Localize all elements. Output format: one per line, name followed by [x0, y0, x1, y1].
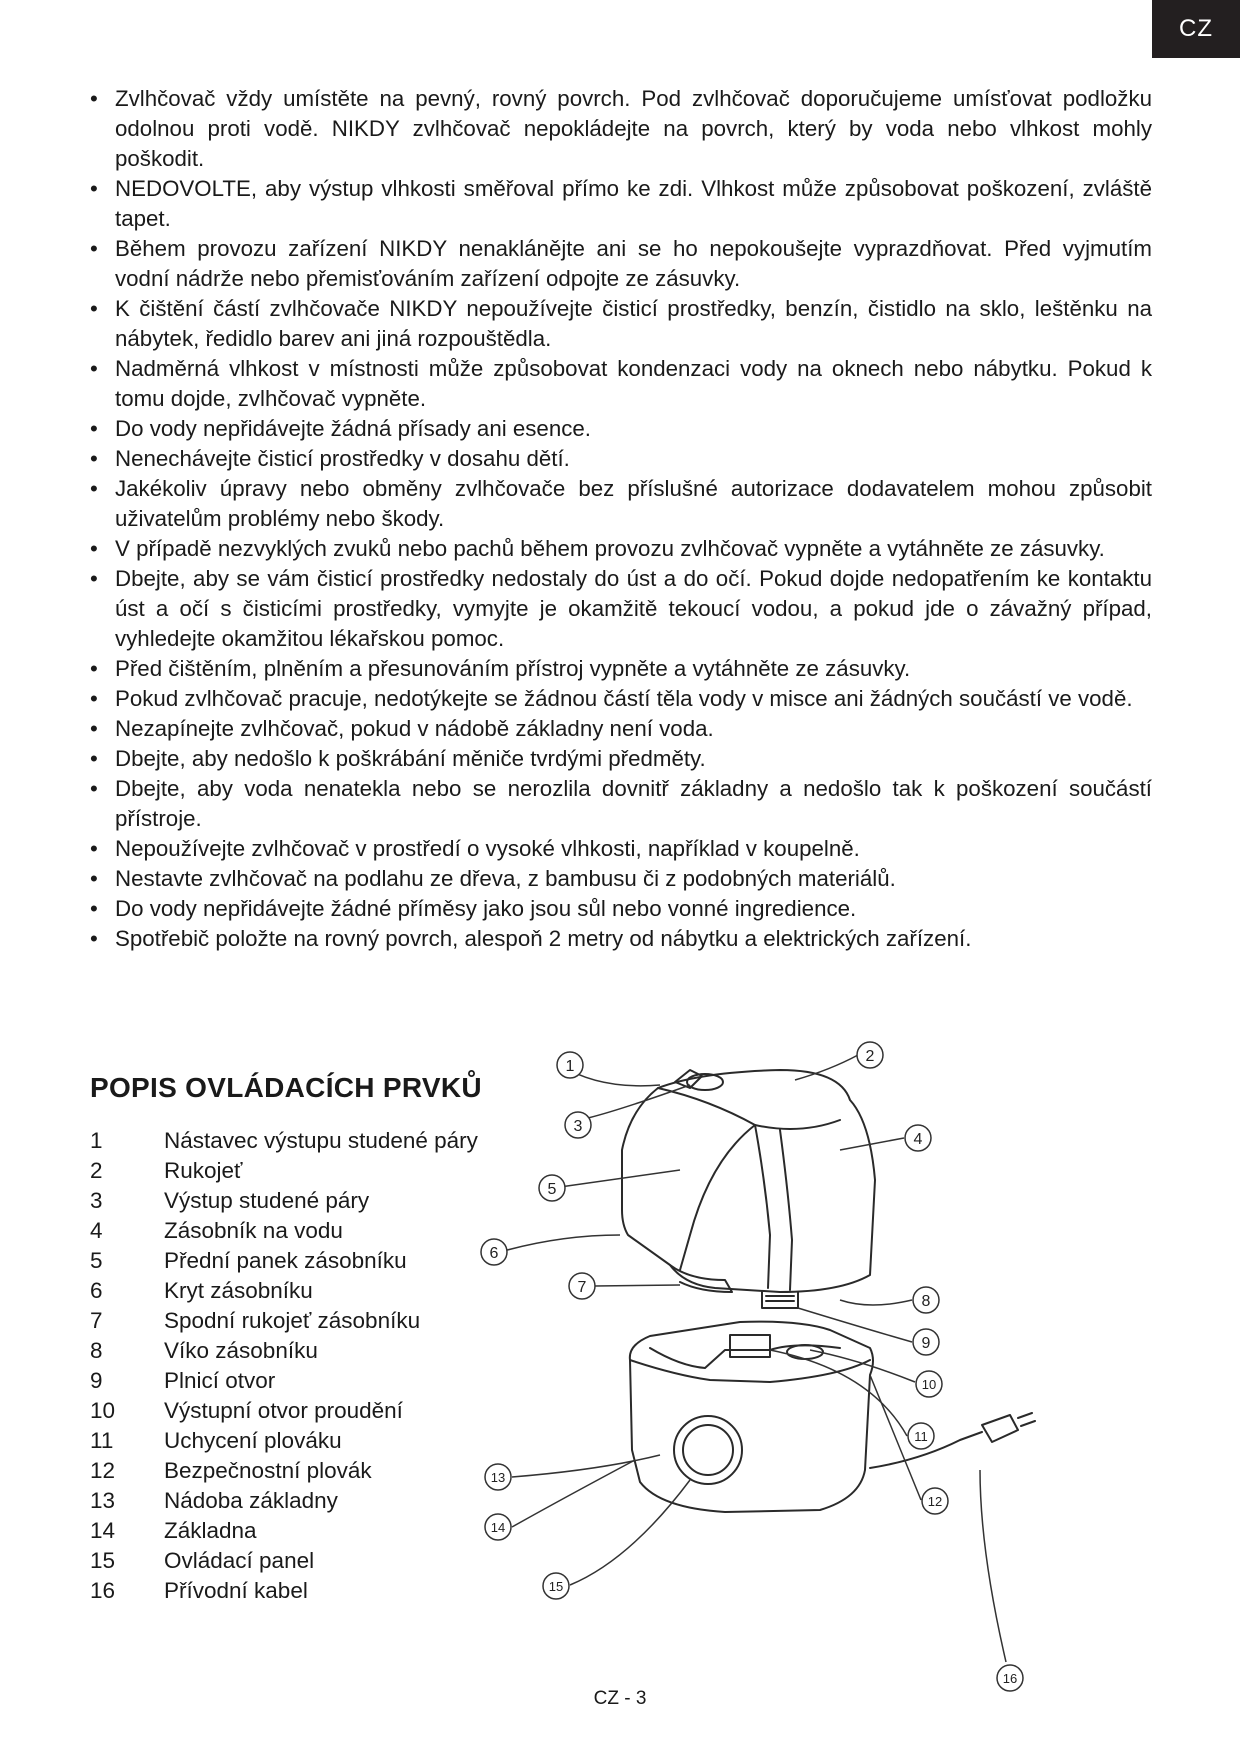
leader-line — [770, 1350, 907, 1436]
item-number: 7 — [90, 1308, 103, 1333]
list-item: • Zvlhčovač vždy umístěte na pevný, rovný povrch. Pod zvlhčovač doporučujeme umísťovat podložku odolnou proti vodě. NIKDY zvlhčovač nepokládejte na povrch, který by voda nebo vlhkost mohly poškodit. — [90, 84, 1152, 174]
callout-14 — [485, 1514, 511, 1540]
svg-text:13: 13 — [490, 1470, 506, 1485]
list-item — [90, 1306, 478, 1336]
list-item — [90, 1276, 478, 1306]
float-housing — [730, 1335, 770, 1357]
list-item — [90, 1456, 478, 1486]
control-panel-dial — [674, 1416, 742, 1484]
svg-text:1: 1 — [565, 1058, 575, 1075]
svg-text:5: 5 — [547, 1181, 557, 1198]
callout-10 — [916, 1371, 942, 1397]
list-item — [90, 1336, 478, 1366]
list-item: • Nadměrná vlhkost v místnosti může způsobovat kondenzaci vody na oknech nebo nábytku. Pokud k tomu dojde, zvlhčovač vypněte. — [90, 354, 1152, 414]
list-item: • Do vody nepřidávejte žádná přísady ani esence. — [90, 414, 1152, 444]
item-label: Uchycení plováku — [164, 1428, 342, 1453]
item-label: Ovládací panel — [164, 1548, 315, 1573]
item-number: 13 — [90, 1488, 116, 1513]
tank-cap — [762, 1292, 798, 1308]
item-label: Víko zásobníku — [164, 1338, 318, 1363]
list-item — [90, 1396, 478, 1426]
control-panel-ring — [683, 1425, 733, 1475]
item-number: 5 — [90, 1248, 103, 1273]
svg-text:12: 12 — [927, 1494, 943, 1509]
list-item: • Během provozu zařízení NIKDY nenaklánějte ani se ho nepokoušejte vyprazdňovat. Před vyjmutím vodní nádrže nebo přemisťováním zařízení odpojte ze zásuvky. — [90, 234, 1152, 294]
item-label: Nástavec výstupu studené páry — [164, 1128, 478, 1153]
item-number: 4 — [90, 1218, 103, 1243]
svg-text:2: 2 — [865, 1048, 875, 1065]
item-number: 1 — [90, 1128, 103, 1153]
item-number: 6 — [90, 1278, 103, 1303]
list-item: • Do vody nepřidávejte žádné příměsy jako jsou sůl nebo vonné ingredience. — [90, 894, 1152, 924]
item-number: 16 — [90, 1578, 116, 1603]
list-item — [90, 1126, 478, 1156]
list-item: • Pokud zvlhčovač pracuje, nedotýkejte se žádnou částí těla vody v misce ani žádných součástí ve vodě. — [90, 684, 1152, 714]
svg-text:11: 11 — [914, 1429, 928, 1444]
list-item: • Dbejte, aby voda nenatekla nebo se nerozlila dovnitř základny a nedošlo tak k poškození součástí přístroje. — [90, 774, 1152, 834]
list-item: • Nezapínejte zvlhčovač, pokud v nádobě základny není voda. — [90, 714, 1152, 744]
leader-line — [840, 1300, 912, 1305]
item-label: Přívodní kabel — [164, 1578, 308, 1603]
list-item — [90, 1246, 478, 1276]
list-item: • Jakékoliv úpravy nebo obměny zvlhčovače bez příslušné autorizace dodavatelem mohou způsobit uživatelům problémy nebo škody. — [90, 474, 1152, 534]
callout-11 — [908, 1423, 934, 1449]
svg-text:9: 9 — [921, 1335, 931, 1352]
item-label: Výstupní otvor proudění — [164, 1398, 403, 1423]
list-item: • V případě nezvyklých zvuků nebo pachů během provozu zvlhčovač vypněte a vytáhněte ze zásuvky. — [90, 534, 1152, 564]
power-plug — [982, 1413, 1035, 1442]
leader-line — [840, 1138, 904, 1150]
item-label: Rukojeť — [164, 1158, 243, 1183]
item-label: Zásobník na vodu — [164, 1218, 343, 1243]
item-number: 8 — [90, 1338, 103, 1363]
callout-7 — [569, 1273, 595, 1299]
list-item — [90, 1516, 478, 1546]
controls-list — [90, 1126, 478, 1606]
item-number: 14 — [90, 1518, 116, 1543]
callout-8 — [913, 1287, 939, 1313]
tank-handle-groove — [755, 1125, 792, 1290]
item-label: Nádoba základny — [164, 1488, 338, 1513]
item-number: 12 — [90, 1458, 116, 1483]
svg-text:3: 3 — [573, 1118, 583, 1135]
leader-line — [570, 1480, 690, 1585]
list-item: • Dbejte, aby nedošlo k poškrábání měniče tvrdými předměty. — [90, 744, 1152, 774]
svg-text:8: 8 — [921, 1293, 931, 1310]
item-number: 9 — [90, 1368, 103, 1393]
humidifier-diagram — [489, 1030, 1100, 1700]
item-label: Spodní rukojeť zásobníku — [164, 1308, 421, 1333]
tank-top — [658, 1088, 840, 1129]
callout-6 — [481, 1239, 507, 1265]
callout-9 — [913, 1329, 939, 1355]
item-number: 10 — [90, 1398, 116, 1423]
leader-line — [560, 1170, 680, 1187]
tank-side-edge — [680, 1125, 755, 1270]
leader-line — [980, 1470, 1006, 1662]
svg-text:6: 6 — [489, 1245, 499, 1262]
svg-text:4: 4 — [913, 1131, 923, 1148]
leader-line — [588, 1085, 690, 1118]
list-item — [90, 1366, 478, 1396]
section-title: POPIS OVLÁDACÍCH PRVKŮ — [90, 1072, 482, 1103]
leader-line — [595, 1285, 680, 1286]
callout-15 — [543, 1573, 569, 1599]
callout-1 — [557, 1052, 583, 1078]
item-label: Výstup studené páry — [164, 1188, 370, 1213]
list-item — [90, 1426, 478, 1456]
item-label: Kryt zásobníku — [164, 1278, 313, 1303]
leader-line — [500, 1235, 620, 1252]
callout-4 — [905, 1125, 931, 1151]
safety-instructions-list — [90, 84, 1152, 954]
list-item: • K čištění částí zvlhčovače NIKDY nepoužívejte čisticí prostředky, benzín, čistidlo na sklo, leštěnku na nábytek, ředidlo barev ani jiná rozpouštědla. — [90, 294, 1152, 354]
leader-line — [798, 1308, 912, 1342]
list-item — [90, 1186, 478, 1216]
list-item: • Před čištěním, plněním a přesunováním přístroj vypněte a vytáhněte ze zásuvky. — [90, 654, 1152, 684]
list-item: • Spotřebič položte na rovný povrch, alespoň 2 metry od nábytku a elektrických zařízení. — [90, 924, 1152, 954]
svg-text:10: 10 — [921, 1377, 937, 1392]
callout-5 — [539, 1175, 565, 1201]
svg-text:15: 15 — [548, 1579, 564, 1594]
svg-text:7: 7 — [577, 1279, 587, 1296]
item-label: Plnicí otvor — [164, 1368, 276, 1393]
list-item — [90, 1486, 478, 1516]
list-item — [90, 1216, 478, 1246]
item-number: 15 — [90, 1548, 116, 1573]
item-number: 3 — [90, 1188, 103, 1213]
list-item: • Nestavte zvlhčovač na podlahu ze dřeva, z bambusu či z podobných materiálů. — [90, 864, 1152, 894]
list-item: • NEDOVOLTE, aby výstup vlhkosti směřoval přímo ke zdi. Vlhkost může způsobovat poškození, zvláště tapet. — [90, 174, 1152, 234]
callout-12 — [922, 1488, 948, 1514]
item-number: 11 — [90, 1428, 114, 1453]
list-item: • Nenechávejte čisticí prostředky v dosahu dětí. — [90, 444, 1152, 474]
page-number: CZ - 3 — [593, 1688, 647, 1709]
tank-body — [622, 1070, 875, 1292]
callout-2 — [857, 1042, 883, 1068]
list-item — [90, 1546, 478, 1576]
list-item — [90, 1576, 478, 1606]
list-item: • Nepoužívejte zvlhčovač v prostředí o vysoké vlhkosti, například v koupelně. — [90, 834, 1152, 864]
item-number: 2 — [90, 1158, 103, 1183]
language-tab: CZ — [1152, 0, 1240, 58]
item-label: Základna — [164, 1518, 257, 1543]
item-label: Bezpečnostní plovák — [164, 1458, 372, 1483]
svg-text:14: 14 — [490, 1520, 506, 1535]
item-label: Přední panek zásobníku — [164, 1248, 407, 1273]
svg-text:16: 16 — [1002, 1671, 1018, 1686]
list-item — [90, 1156, 478, 1186]
list-item: • Dbejte, aby se vám čisticí prostředky nedostaly do úst a do očí. Pokud dojde nedopatřením ke kontaktu úst a očí s čisticími prostředky, vymyjte je okamžitě tekoucí vodou, a pokud jde o závažný případ, vyhledejte okamžitou lékařskou pomoc. — [90, 564, 1152, 654]
callout-13 — [485, 1464, 511, 1490]
callout-3 — [565, 1112, 591, 1138]
